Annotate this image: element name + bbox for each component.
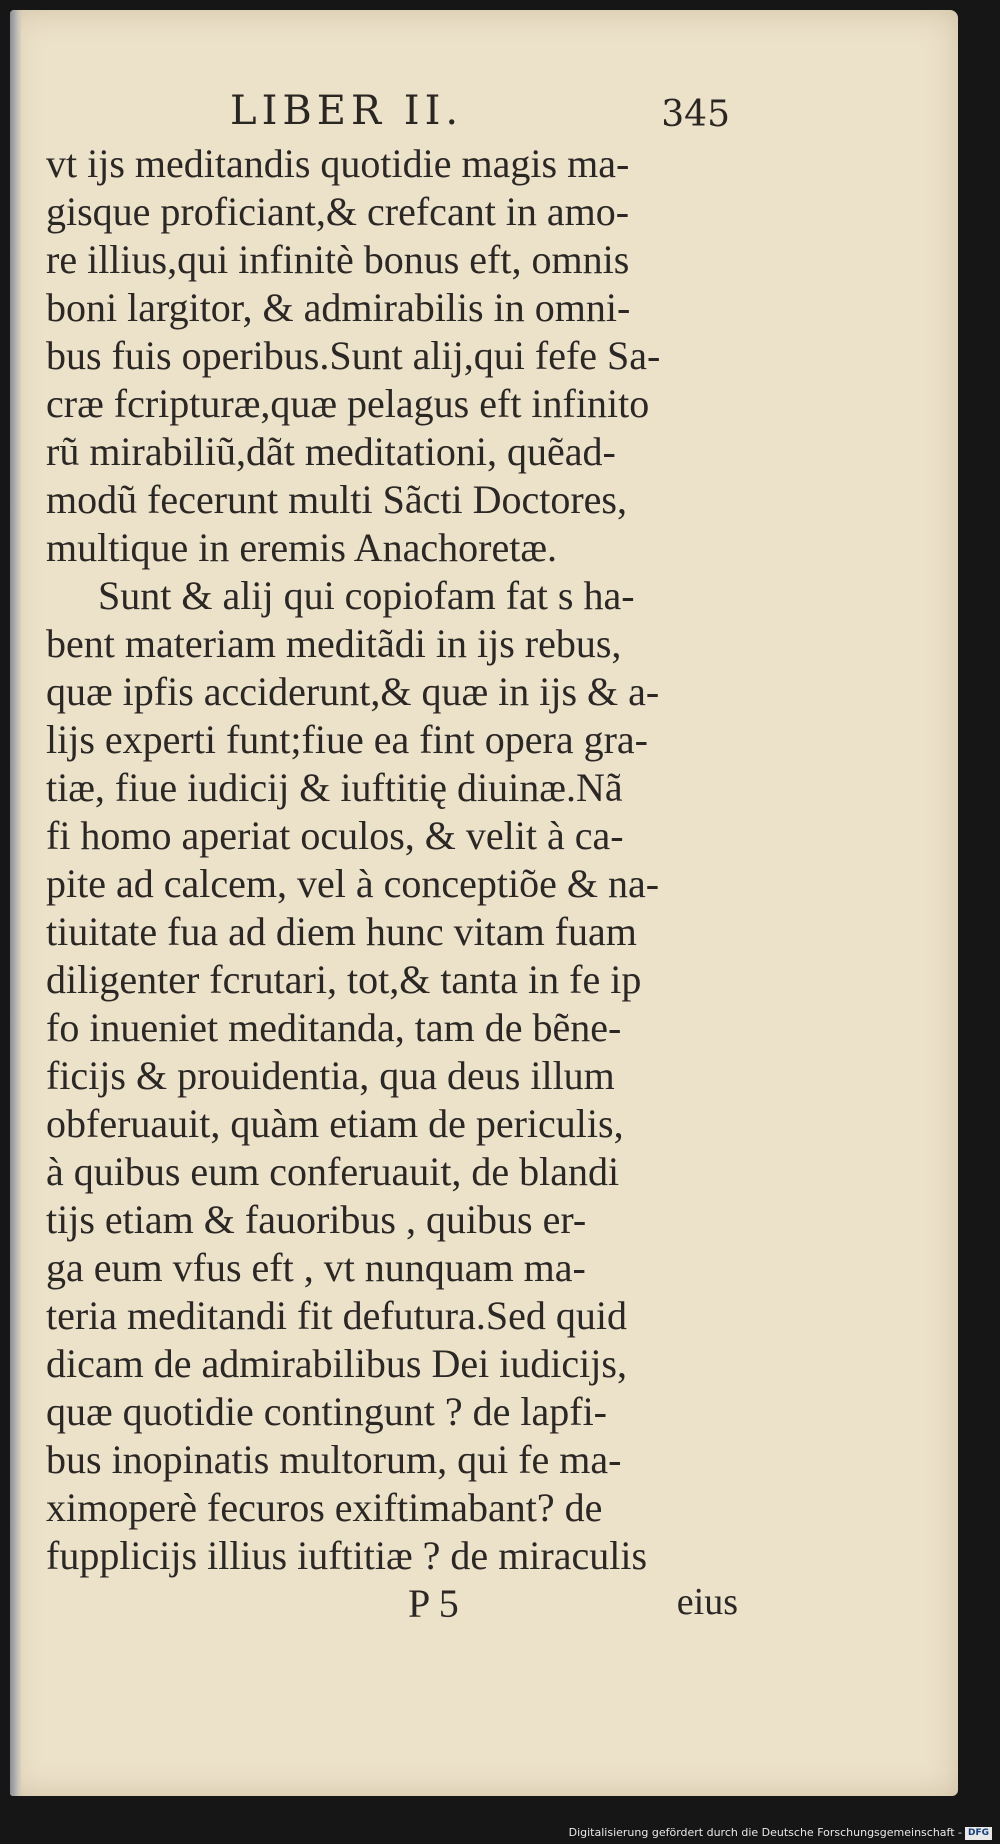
text-line: re illius,qui infinitè bonus eft, omnis — [46, 237, 630, 282]
running-title: LIBER II. — [230, 88, 464, 134]
text-line: ga eum vfus eft , vt nunquam ma- — [46, 1245, 586, 1290]
catchline — [46, 1580, 738, 1630]
text-line: lijs experti funt;fiue ea fint opera gra- — [46, 717, 648, 762]
text-line: bus fuis operibus.Sunt alij,qui fefe Sa- — [46, 333, 661, 378]
text-line: ximoperè fecuros exiftimabant? de — [46, 1485, 603, 1530]
text-line: quæ ipfis acciderunt,& quæ in ijs & a- — [46, 669, 660, 714]
text-line: cræ fcripturæ,quæ pelagus eft infinito — [46, 381, 650, 426]
text-line: fi homo aperiat oculos, & velit à ca- — [46, 813, 624, 858]
text-line: bent materiam meditãdi in ijs rebus, — [46, 621, 622, 666]
text-line: tijs etiam & fauoribus , quibus er- — [46, 1197, 587, 1242]
text-line: gisque proficiant,& crefcant in amo- — [46, 189, 630, 234]
signature-mark: P 5 — [408, 1581, 459, 1626]
text-line: ficijs & prouidentia, qua deus illum — [46, 1053, 615, 1098]
text-line: teria meditandi fit defutura.Sed quid — [46, 1293, 627, 1338]
text-block — [46, 140, 726, 1580]
catchword: eius — [676, 1581, 738, 1623]
text-line: fupplicijs illius iuftitiæ ? de miraculis — [46, 1533, 648, 1578]
text-line: modũ fecerunt multi Sãcti Doctores, — [46, 477, 627, 522]
text-line: Sunt & alij qui copiofam fat s ha- — [98, 573, 635, 618]
dfg-logo-icon: DFG — [965, 1827, 992, 1840]
running-head — [40, 88, 730, 144]
text-line: boni largitor, & admirabilis in omni- — [46, 285, 631, 330]
book-page — [10, 10, 958, 1796]
text-line: rũ mirabiliũ,dãt meditationi, quẽad- — [46, 429, 616, 474]
funding-credit: Digitalisierung gefördert durch die Deutsche Forschungsgemeinschaft - — [568, 1826, 962, 1839]
text-line: diligenter fcrutari, tot,& tanta in fe ip — [46, 957, 642, 1002]
text-line: fo inueniet meditanda, tam de bẽne- — [46, 1005, 622, 1050]
text-line: vt ijs meditandis quotidie magis ma- — [46, 141, 630, 186]
text-line: tiuitate fua ad diem hunc vitam fuam — [46, 909, 637, 954]
text-line: dicam de admirabilibus Dei iudicijs, — [46, 1341, 627, 1386]
text-line: pite ad calcem, vel à conceptiõe & na- — [46, 861, 660, 906]
text-line: à quibus eum conferuauit, de blandi — [46, 1149, 620, 1194]
text-line: obferuauit, quàm etiam de periculis, — [46, 1101, 624, 1146]
page-left-edge — [10, 10, 22, 1796]
page-number: 345 — [661, 94, 730, 135]
text-line: bus inopinatis multorum, qui fe ma- — [46, 1437, 622, 1482]
text-line: multique in eremis Anachoretæ. — [46, 525, 557, 570]
text-line: tiæ, fiue iudicij & iuftitię diuinæ.Nã — [46, 765, 623, 810]
text-line: quæ quotidie contingunt ? de lapfi- — [46, 1389, 607, 1434]
